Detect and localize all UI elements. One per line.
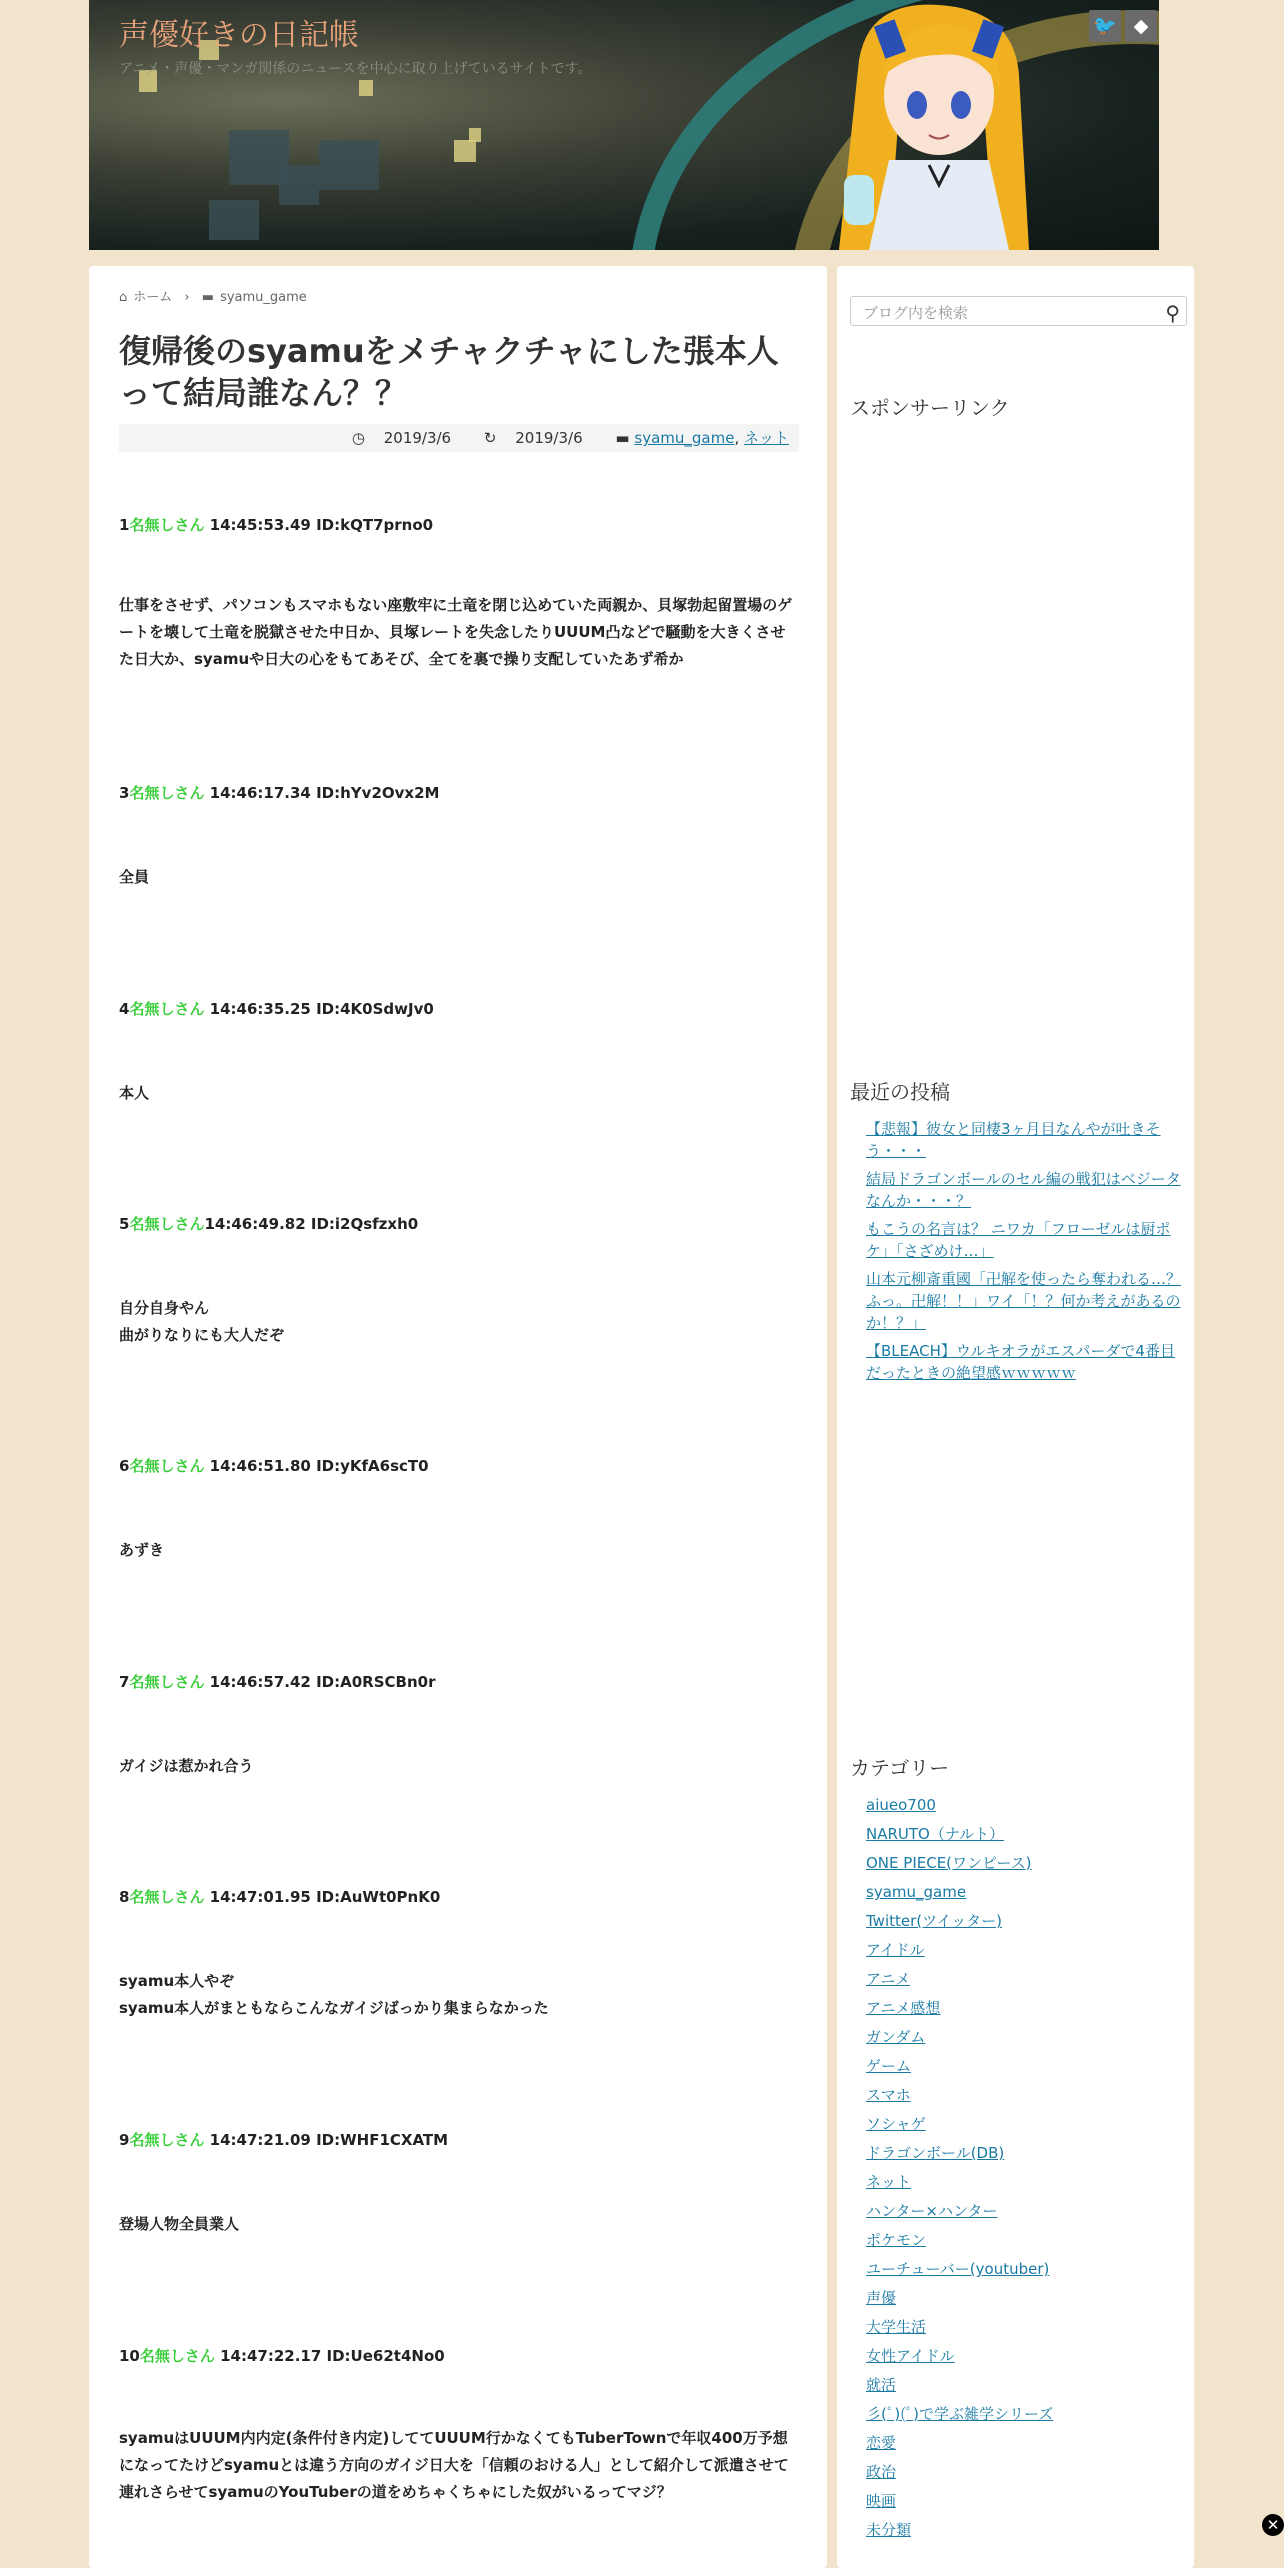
recent-post-link[interactable]: 山本元柳斎重國「卍解を使ったら奪われる…？ふっ。卍解！！」ワイ「！？何か考えがあるのか！？」 (866, 1270, 1182, 1332)
header-art-square (469, 128, 481, 142)
sidebar (837, 266, 1194, 2568)
post-header: 6名無しさん 14:46:51.80 ID:yKfA6scT0 (119, 1457, 429, 1475)
chevron-right-icon: › (184, 290, 190, 305)
post-header: 9名無しさん 14:47:21.09 ID:WHF1CXATM (119, 2131, 449, 2149)
header-art-square (319, 140, 379, 190)
recent-post-link[interactable]: もこうの名言は？ ニワカ「フローゼルは厨ポケ」「さざめけ…」 (866, 1220, 1171, 1260)
post-body: ガイジは惹かれ合う (119, 1757, 254, 1775)
twitter-icon[interactable]: 🐦 (1089, 10, 1121, 42)
post-header: 10名無しさん 14:47:22.17 ID:Ue62t4No0 (119, 2347, 445, 2365)
clock-icon: ◷ (351, 429, 365, 447)
site-subtitle: アニメ・声優・マンガ関係のニュースを中心に取り上げているサイトです。 (119, 61, 592, 77)
post-body: 本人 (119, 1084, 150, 1102)
category-link[interactable]: 就活 (866, 2376, 897, 2394)
category-link[interactable]: ソシャゲ (866, 2115, 926, 2133)
post-body: 全員 (119, 868, 150, 886)
post-header: 1名無しさん 14:45:53.49 ID:kQT7prno0 (119, 516, 434, 534)
category-link[interactable]: アイドル (866, 1941, 925, 1959)
post-header: 4名無しさん 14:46:35.25 ID:4K0SdwJv0 (119, 1000, 434, 1018)
update-icon: ↻ (483, 429, 497, 447)
category-link[interactable]: syamu_game (634, 429, 735, 447)
main-content (89, 266, 827, 2568)
category-link[interactable]: スマホ (866, 2086, 911, 2104)
post-header: 8名無しさん 14:47:01.95 ID:AuWt0PnK0 (119, 1888, 441, 1906)
header-art-square (279, 165, 319, 205)
article-meta: ◷ 2019/3/6 ↻ 2019/3/6 ▬ syamu_game, ネット (119, 424, 799, 452)
article-title: 復帰後のsyamuをメチャクチャにした張本人って結局誰なん？？ (119, 332, 779, 412)
category-link[interactable]: 女性アイドル (866, 2347, 955, 2365)
poster-name: 名無しさん (129, 1457, 205, 1475)
category-link[interactable]: ゲーム (866, 2057, 912, 2075)
home-icon: ⌂ (119, 290, 128, 305)
search-placeholder: ブログ内を検索 (863, 304, 969, 322)
post-header: 5名無しさん14:46:49.82 ID:i2Qsfzxh0 (119, 1215, 419, 1233)
category-link[interactable]: ドラゴンボール(DB) (866, 2144, 1005, 2162)
recent-posts-heading: 最近の投稿 (850, 1080, 950, 1104)
category-link[interactable]: アニメ (866, 1970, 911, 1988)
post-body: syamuはUUUM内内定(条件付き内定)しててUUUM行かなくてもTuberTownで年収400万予想になってたけどsyamuとは違う方向のガイジ日大を「信頼のおける人」として紹介して派遣させて連れさらせてsyamuのYouTuberの道をめちゃくちゃにした奴がいるってマジ？ (119, 2429, 789, 2501)
category-link[interactable]: 恋愛 (866, 2434, 897, 2452)
poster-name: 名無しさん (129, 516, 205, 534)
post-body: 登場人物全員業人 (119, 2215, 240, 2233)
recent-posts-list (850, 1118, 1186, 1390)
recent-post-link[interactable]: 【BLEACH】ウルキオラがエスパーダで4番目だったときの絶望感ｗｗｗｗｗ (866, 1342, 1175, 1382)
recent-post-link[interactable]: 結局ドラゴンボールのセル編の戦犯はベジータなんか・・・？ (866, 1170, 1181, 1210)
updated-date: 2019/3/6 (515, 429, 583, 447)
search-icon[interactable]: ⚲ (1165, 301, 1180, 325)
category-link[interactable]: 映画 (866, 2492, 897, 2510)
folder-icon: ▬ (201, 290, 215, 305)
breadcrumb (119, 286, 307, 305)
category-link[interactable]: ユーチューバー(youtuber) (866, 2260, 1050, 2278)
category-link[interactable]: 声優 (866, 2289, 897, 2307)
category-link[interactable]: 未分類 (866, 2521, 912, 2539)
category-link[interactable]: ハンター×ハンター (866, 2202, 998, 2220)
poster-name: 名無しさん (129, 1000, 205, 1018)
published-date: 2019/3/6 (383, 429, 452, 447)
category-link[interactable]: Twitter(ツイッター) (866, 1912, 1002, 1930)
categories-list (850, 1791, 1186, 2545)
post-body: あずき (119, 1541, 165, 1559)
header-art-square (454, 140, 476, 162)
post-body: 自分自身やん 曲がりなりにも大人だぞ (119, 1299, 285, 1344)
poster-name: 名無しさん (129, 1888, 205, 1906)
folder-icon: ▬ (615, 429, 630, 447)
category-link[interactable]: NARUTO（ナルト） (866, 1825, 1005, 1843)
feedly-icon[interactable]: ◆ (1125, 10, 1157, 42)
breadcrumb-category[interactable]: syamu_game (220, 290, 307, 305)
search-input[interactable] (850, 296, 1187, 326)
post-header: 3名無しさん 14:46:17.34 ID:hYv2Ovx2M (119, 784, 440, 802)
poster-name: 名無しさん (129, 784, 205, 802)
categories-heading: カテゴリー (850, 1756, 950, 1780)
poster-name: 名無しさん (139, 2347, 215, 2365)
site-header (89, 0, 1159, 250)
category-link[interactable]: 大学生活 (866, 2318, 927, 2336)
category-link[interactable]: ネット (866, 2173, 912, 2191)
category-link[interactable]: 彡(ﾟ)(ﾟ)で学ぶ雑学シリーズ (866, 2405, 1054, 2423)
site-title[interactable]: 声優好きの日記帳 (119, 18, 359, 53)
category-link[interactable]: ポケモン (866, 2231, 927, 2249)
post-body: 仕事をさせず、パソコンもスマホもない座敷牢に土竜を閉じ込めていた両親か、貝塚勃起留置場のゲートを壊して土竜を脱獄させた中日か、貝塚レートを失念したりUUUM凸などで騒動を大きくさせた日大か、syamuや日大の心をもてあそび、全てを裏で操り支配していたあず希か (119, 596, 793, 668)
category-link[interactable]: ONE PIECE(ワンピース) (866, 1854, 1032, 1872)
poster-name: 名無しさん (129, 2131, 205, 2149)
recent-post-link[interactable]: 【悲報】彼女と同棲3ヶ月目なんやが吐きそう・・・ (866, 1120, 1161, 1160)
category-link[interactable]: aiueo700 (866, 1796, 936, 1814)
poster-name: 名無しさん (129, 1673, 205, 1691)
post-body: syamu本人やぞ syamu本人がまともならこんなガイジばっかり集まらなかった (119, 1972, 549, 2017)
category-link[interactable]: アニメ感想 (866, 1999, 941, 2017)
breadcrumb-home[interactable]: ホーム (133, 290, 173, 305)
category-link[interactable]: syamu_game (866, 1883, 967, 1901)
header-art-square (209, 200, 259, 240)
post-header: 7名無しさん 14:46:57.42 ID:A0RSCBn0r (119, 1673, 436, 1691)
header-art-square (359, 80, 373, 96)
category-link[interactable]: 政治 (866, 2463, 897, 2481)
close-icon[interactable]: ✕ (1262, 2514, 1284, 2536)
sponsor-heading: スポンサーリンク (850, 396, 1010, 420)
poster-name: 名無しさん (129, 1215, 205, 1233)
category-link[interactable]: ガンダム (866, 2028, 926, 2046)
header-character-illustration (779, 0, 1109, 250)
category-link[interactable]: ネット (743, 429, 789, 447)
